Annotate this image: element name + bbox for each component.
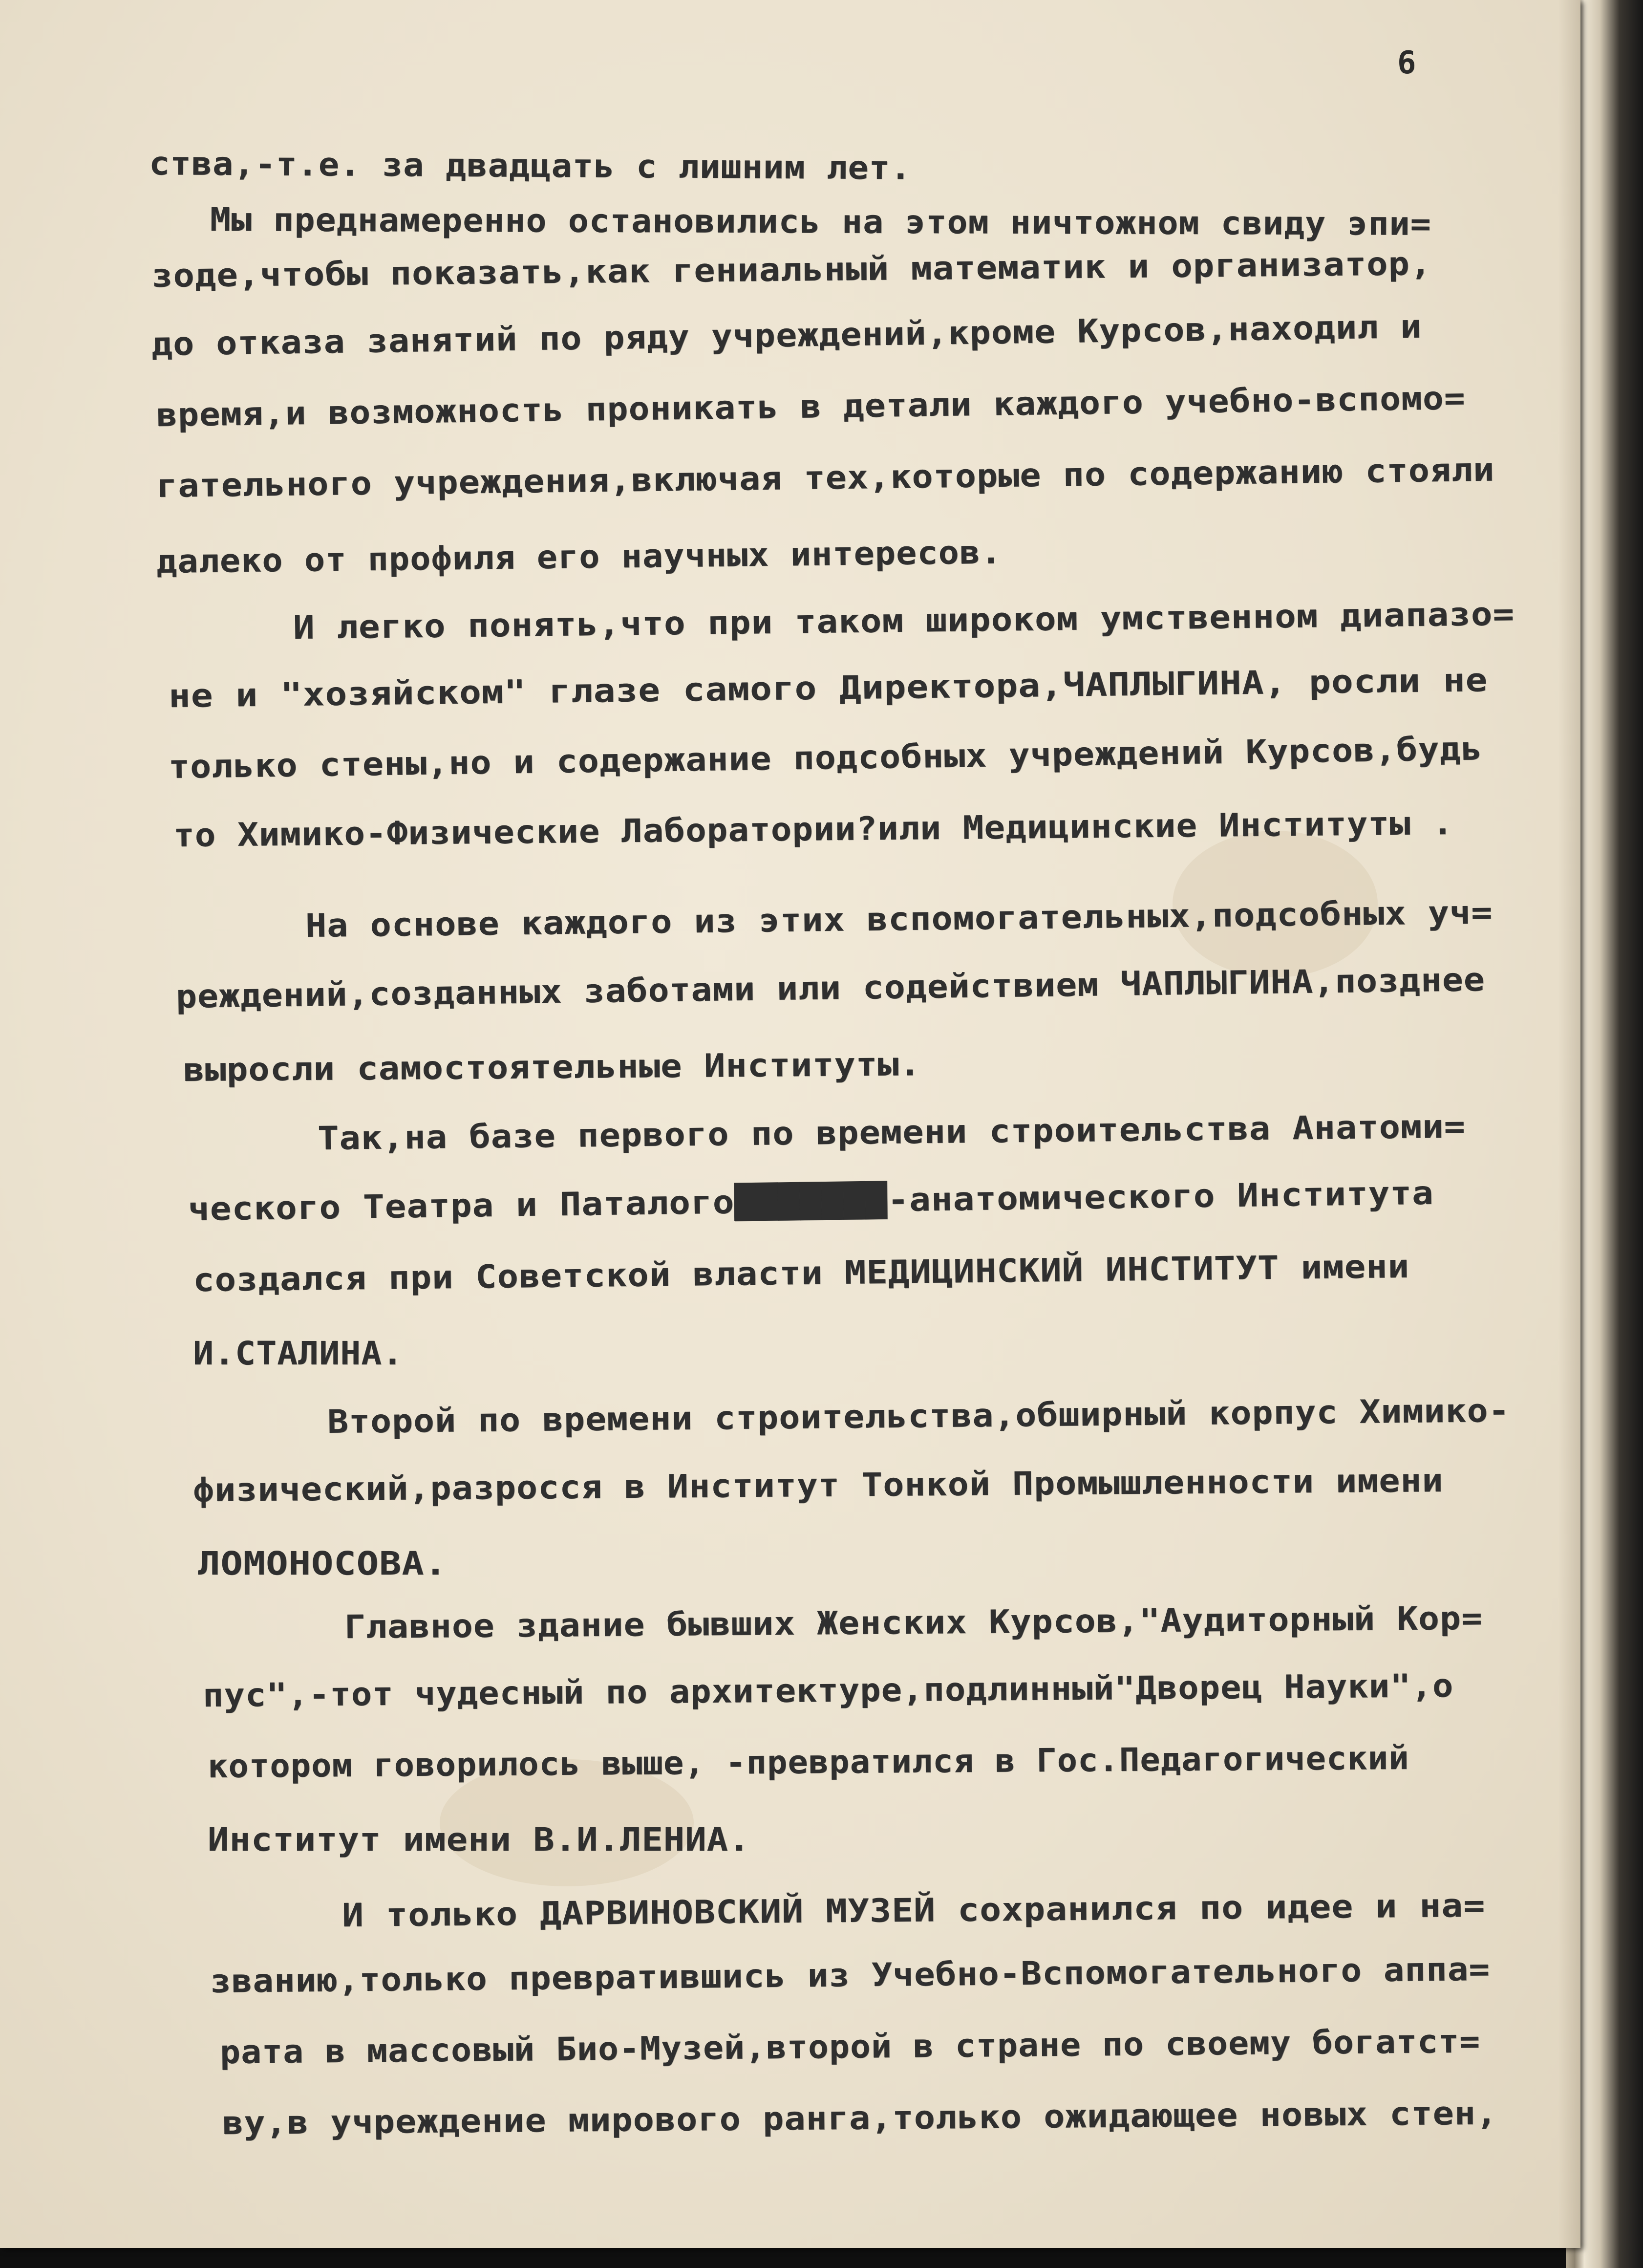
text-line: Институт имени В.И.ЛЕНИА. [208, 1821, 750, 1858]
text-line: выросли самостоятельные Институты. [183, 1045, 921, 1089]
text-line: зоде,чтобы показать,как гениальный математик и организатор, [151, 244, 1432, 295]
text-line: Второй по времени строительства,обширный корпус Химико- [327, 1391, 1510, 1441]
text-line: гательного учреждения,включая тех,которые по содержанию стояли [156, 451, 1495, 505]
page-number: 6 [1397, 45, 1416, 81]
text-line: только стены,но и содержание подсобных учреждений Курсов,будь [168, 730, 1483, 786]
text-line: ЛОМОНОСОВА. [198, 1545, 448, 1582]
text-line: котором говорилось выше, -превратился в Гос.Педагогический [207, 1739, 1409, 1785]
text-line: ства,-т.е. за двадцать с лишним лет. [149, 145, 912, 187]
text-line: рата в массовый Био-Музей,второй в стране по своему богатст= [219, 2022, 1481, 2071]
text-line: пус",-тот чудесный по архитектуре,подлинный"Дворец Науки",о [202, 1666, 1454, 1714]
text-line: до отказа занятий по ряду учреждений,кроме Курсов,находил и [151, 307, 1422, 363]
text-line: ву,в учреждение мирового ранга,только ожидающее новых стен, [222, 2094, 1498, 2142]
text-line: И только ДАРВИНОВСКИЙ МУЗЕЙ сохранился по идее и на= [341, 1886, 1486, 1934]
text-line: физический,разросся в Институт Тонкой Промышленности имени [192, 1461, 1444, 1509]
text-line: реждений,созданных заботами или содействием ЧАПЛЫГИНА,позднее [175, 960, 1486, 1015]
text-line: создался при Советской власти МЕДИЦИНСКИЙ ИНСТИТУТ имени [192, 1247, 1410, 1299]
text-line: не и "хозяйском" глазе самого Директора,ЧАПЛЫГИНА, росли не [168, 661, 1488, 715]
text-line: Мы преднамеренно остановились на этом ничтожном свиду эпи= [210, 201, 1431, 243]
text-line: Главное здание бывших Женских Курсов,"Аудиторный Кор= [344, 1599, 1483, 1646]
text-line: И.СТАЛИНА. [193, 1335, 404, 1372]
text-line: И легко понять,что при таком широком умственном диапазо= [293, 595, 1515, 647]
text-line: то Химико-Физические Лаборатории?или Медицинские Институты . [173, 804, 1454, 854]
text-line: далеко от профиля его научных интересов. [156, 533, 1002, 581]
text-line: званию,только превратившись из Учебно-Вспомогательного аппа= [210, 1950, 1491, 2000]
text-line: На основе каждого из этих вспомогательных,подсобных уч= [305, 893, 1493, 945]
text-line: ческого Театра и Паталогo███████-анатомического Института [188, 1174, 1434, 1228]
text-line: Так,на базе первого по времени строительства Анатоми= [317, 1107, 1466, 1157]
text-line: время,и возможность проникать в детали каждого учебно-вспомо= [156, 379, 1466, 434]
